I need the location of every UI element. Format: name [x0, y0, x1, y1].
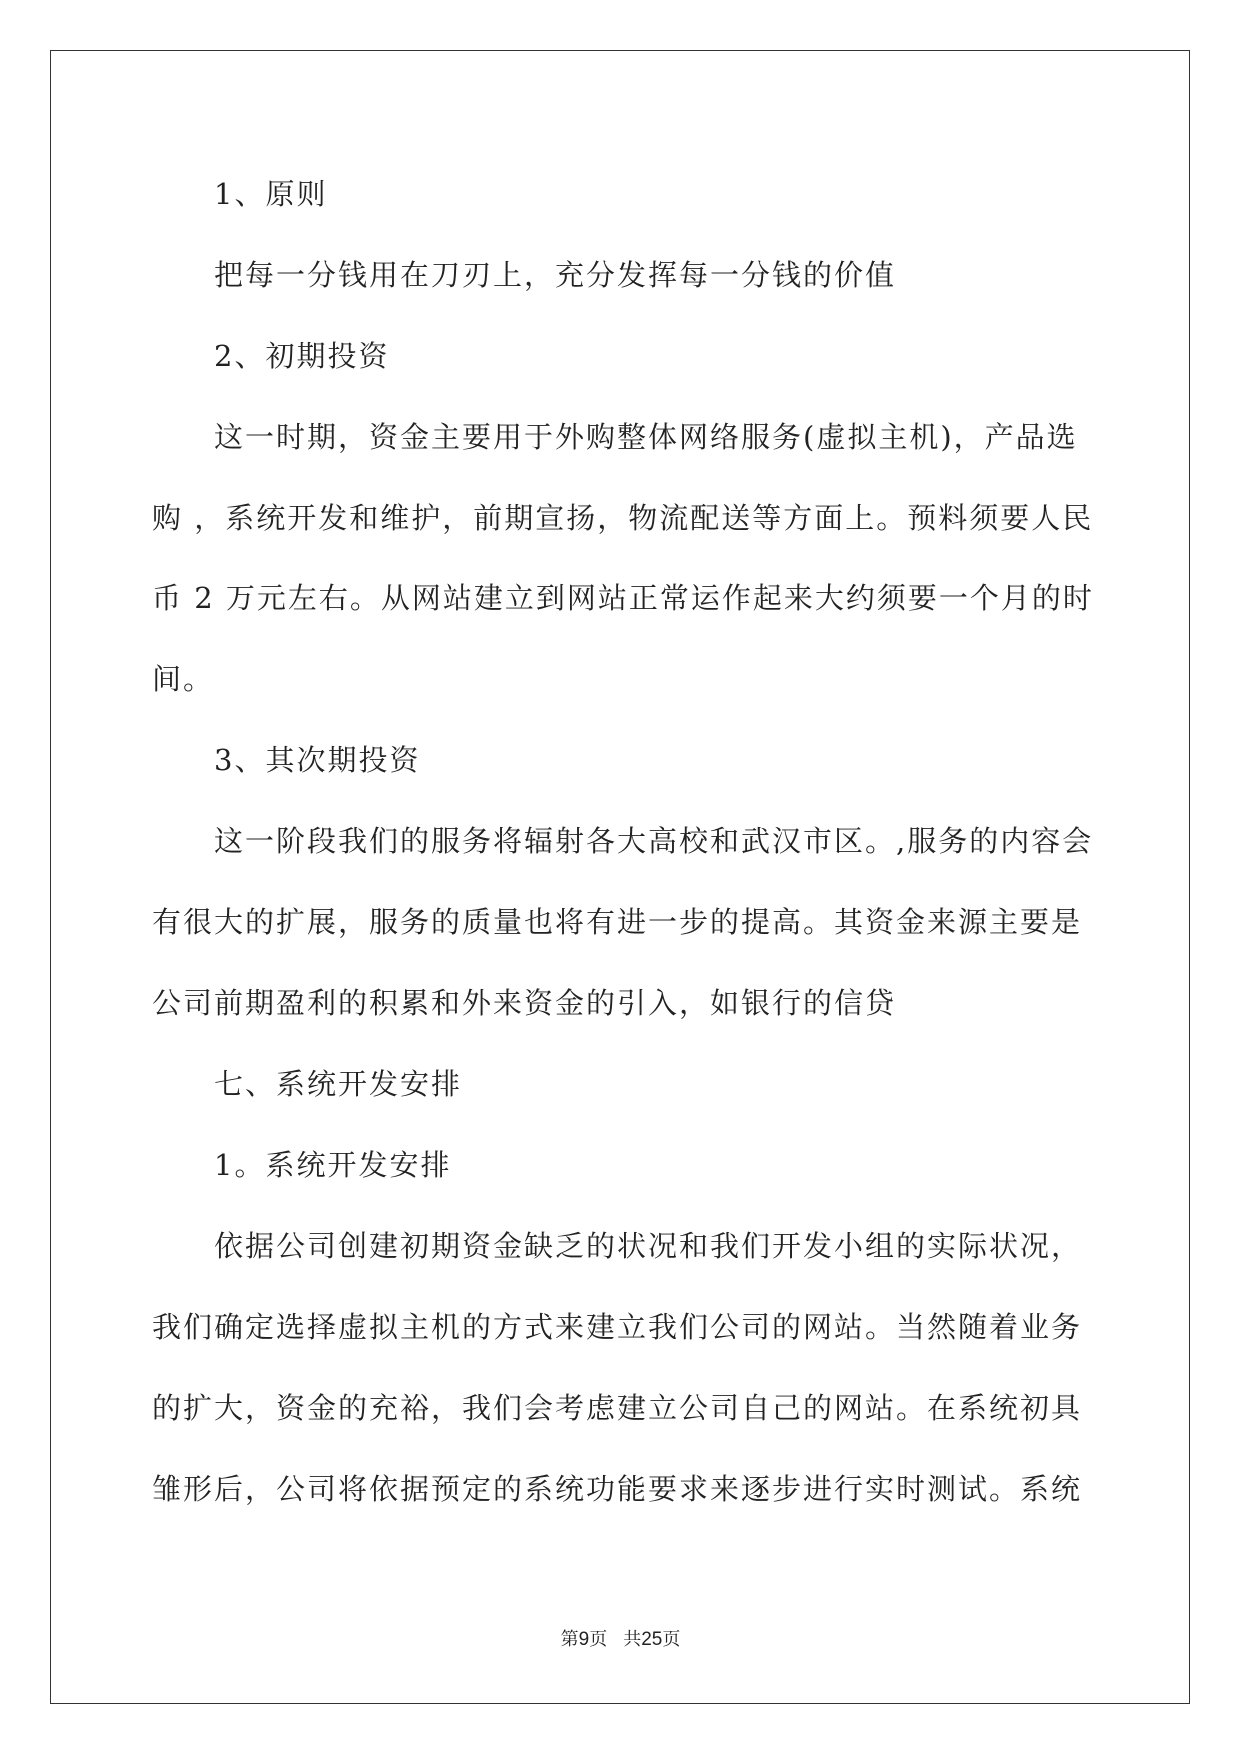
- total-pages: 25: [641, 1629, 663, 1650]
- section-heading-initial-investment: 2、初期投资: [214, 339, 390, 373]
- subsection-heading: 1。系统开发安排: [214, 1148, 452, 1182]
- page-number: 9: [578, 1629, 590, 1650]
- paragraph-line: 币 2 万元左右。从网站建立到网站正常运作起来大约须要一个月的时: [152, 581, 1094, 615]
- section-heading-system-development: 七、系统开发安排: [214, 1067, 463, 1101]
- paragraph-line: 我们确定选择虚拟主机的方式来建立我们公司的网站。当然随着业务: [152, 1310, 1083, 1344]
- total-prefix: 共: [623, 1629, 642, 1650]
- paragraph-line: 把每一分钱用在刀刃上，充分发挥每一分钱的价值: [214, 258, 897, 292]
- paragraph-line: 间。: [152, 662, 215, 696]
- paragraph-line: 依据公司创建初期资金缺乏的状况和我们开发小组的实际状况，: [214, 1229, 1083, 1263]
- paragraph-line: 购 ，系统开发和维护，前期宣扬，物流配送等方面上。预料须要人民: [152, 501, 1094, 535]
- section-heading-second-investment: 3、其次期投资: [214, 743, 421, 777]
- page-prefix: 第: [560, 1629, 579, 1650]
- section-heading-principle: 1、原则: [214, 177, 328, 211]
- page-suffix: 页: [589, 1629, 608, 1650]
- paragraph-line: 有很大的扩展，服务的质量也将有进一步的提高。其资金来源主要是: [152, 905, 1083, 939]
- total-suffix: 页: [662, 1629, 681, 1650]
- page-border: [50, 50, 1190, 1704]
- paragraph-line: 雏形后，公司将依据预定的系统功能要求来逐步进行实时测试。系统: [152, 1472, 1083, 1506]
- paragraph-line: 公司前期盈利的积累和外来资金的引入，如银行的信贷: [152, 986, 897, 1020]
- page-footer: [0, 1628, 1241, 1652]
- paragraph-line: 的扩大，资金的充裕，我们会考虑建立公司自己的网站。在系统初具: [152, 1391, 1083, 1425]
- paragraph-line: 这一时期，资金主要用于外购整体网络服务(虚拟主机)，产品选: [214, 420, 1078, 454]
- paragraph-line: 这一阶段我们的服务将辐射各大高校和武汉市区。,服务的内容会: [214, 824, 1094, 858]
